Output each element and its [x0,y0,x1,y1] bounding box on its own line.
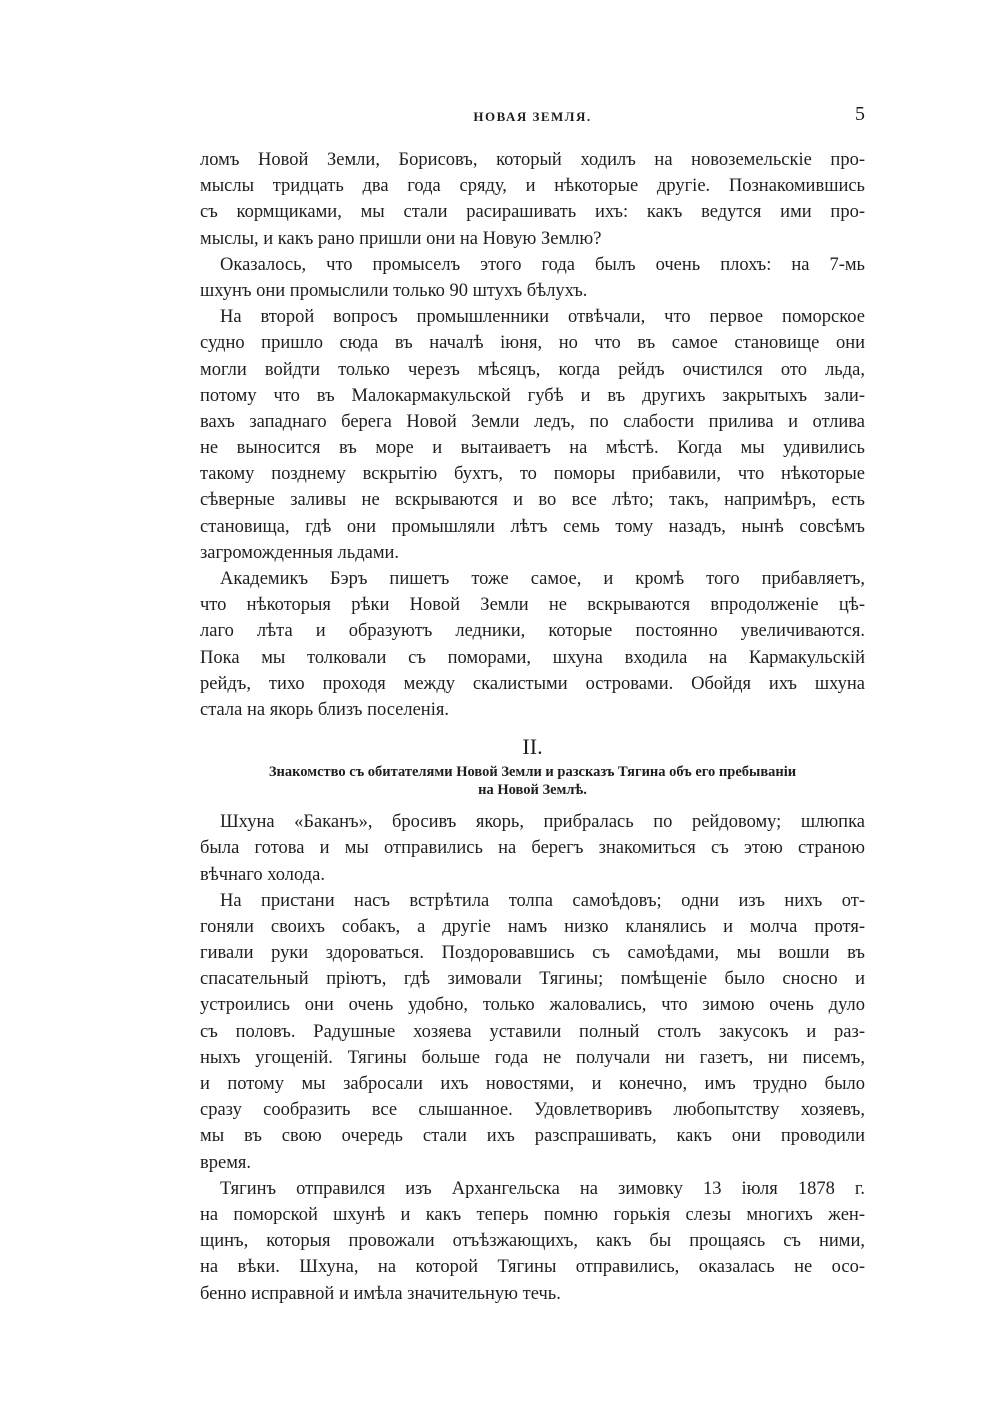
text-line: бенно исправной и имѣла значительную течь. [200,1283,561,1304]
text-line: ныхъ угощеній. Тягины больше года не получали ни газетъ, ни писемъ, [200,1047,865,1068]
text-line: не выносится въ море и вытаиваетъ на мѣстѣ. Когда мы удивились [200,438,865,459]
text-line: гоняли своихъ собакъ, а другіе намъ низко кланялись и молча протя- [200,916,865,937]
paragraph [200,809,865,888]
paragraphs-before-chapter [200,147,865,723]
text-line: время. [200,1152,252,1173]
text-line: На пристани насъ встрѣтила толпа самоѣдовъ; одни изъ нихъ от- [220,890,865,911]
text-line: потому что въ Малокармакульской губѣ и въ другихъ закрытыхъ зали- [200,385,865,406]
text-line: спасательный пріютъ, гдѣ зимовали Тягины; помѣщеніе было сносно и [200,969,865,990]
chapter-number: II. [522,734,543,760]
text-line: ломъ Новой Земли, Борисовъ, который ходилъ на новоземельскіе про- [200,150,865,170]
page-body [200,147,865,1307]
text-line: рейдъ, тихо проходя между скалистыми островами. Обойдя ихъ шхуна [200,673,865,694]
text-line: на поморской шхунѣ и какъ теперь помню горькія слезы многихъ жен- [200,1204,865,1225]
text-line: мыслы тридцать два года сряду, и нѣкоторые другіе. Познакомившись [200,176,865,197]
paragraph [200,147,865,252]
text-line: Пока мы толковали съ поморами, шхуна входила на Кармакульскій [200,647,865,668]
text-line: мы въ свою очередь стали ихъ разспрашивать, какъ они проводили [200,1126,865,1147]
paragraph [200,888,865,1176]
chapter-subtitle-line: на Новой Землѣ. [478,782,587,799]
text-line: судно пришло сюда въ началѣ іюня, но что въ самое становище они [200,333,865,354]
text-line: такому позднему вскрытію бухтъ, то поморы прибавили, что нѣкоторые [200,464,865,485]
running-title: НОВАЯ ЗЕМЛЯ. [473,109,592,124]
chapter-subtitle-line: Знакомство съ обитателями Новой Земли и разсказъ Тягина объ его пребываніи [268,764,797,781]
running-header [200,103,865,129]
text-line: сразу сообразить все слышанное. Удовлетворивъ любопытству хозяевъ, [200,1100,865,1121]
text-line: Шхуна «Баканъ», бросивъ якорь, прибралась по рейдовому; шлюпка [220,812,865,833]
text-line: мыслы, и какъ рано пришли они на Новую Землю? [200,228,602,249]
text-line: шхунъ они промыслили только 90 штухъ бѣлухъ. [200,280,588,301]
text-line: Академикъ Бэръ пишетъ тоже самое, и кромѣ того прибавляетъ, [220,569,865,589]
text-line: что нѣкоторыя рѣки Новой Земли не вскрываются впродолженіе цѣ- [200,595,865,616]
text-line: Оказалось, что промыселъ этого года былъ очень плохъ: на 7-мь [220,254,865,275]
text-line: могли войдти только черезъ мѣсяцъ, когда рейдъ очистился ото льда, [200,359,865,380]
text-line: съ кормщиками, мы стали расирашивать ихъ: какъ ведутся ими про- [200,202,865,223]
text-line: стала на якорь близъ поселенія. [200,699,449,720]
text-line: становища, гдѣ они промышляли лѣтъ семь тому назадъ, нынѣ совсѣмъ [200,516,865,537]
paragraph [200,304,865,566]
paragraph [200,252,865,304]
text-line: лаго лѣта и образуютъ ледники, которые постоянно увеличиваются. [200,621,865,642]
text-line: сѣверные заливы не вскрываются и во все лѣто; такъ, напримѣръ, есть [200,490,865,511]
text-line: была готова и мы отправились на берегъ знакомиться съ этою страною [200,838,865,859]
text-line: вѣчнаго холода. [200,864,325,885]
paragraph [200,1176,865,1307]
paragraphs-after-chapter [200,809,865,1307]
text-line: вахъ западнаго берега Новой Земли ледъ, по слабости прилива и отлива [200,411,865,432]
text-line: гивали руки здороваться. Поздоровавшись съ самоѣдами, мы вошли въ [200,943,865,964]
page-number: 5 [855,103,865,125]
text-line: Тягинъ отправился изъ Архангельска на зимовку 13 іюля 1878 г. [220,1178,865,1199]
text-line: на вѣки. Шхуна, на которой Тягины отправились, оказалась не осо- [200,1257,865,1278]
text-line: устроились они очень удобно, только жаловались, что зимою очень дуло [200,995,865,1016]
paragraph [200,566,865,723]
text-line: съ половъ. Радушные хозяева уставили полный столъ закусокъ и раз- [200,1021,865,1042]
text-line: и потому мы забросали ихъ новостями, и конечно, имъ трудно было [200,1074,865,1094]
chapter-subtitle [200,763,865,799]
text-line: щинъ, которыя провожали отъѣзжающихъ, какъ бы прощаясь съ ними, [200,1231,865,1252]
text-line: На второй вопросъ промышленники отвѣчали, что первое поморское [220,307,865,328]
text-line: загроможденныя льдами. [200,542,400,563]
